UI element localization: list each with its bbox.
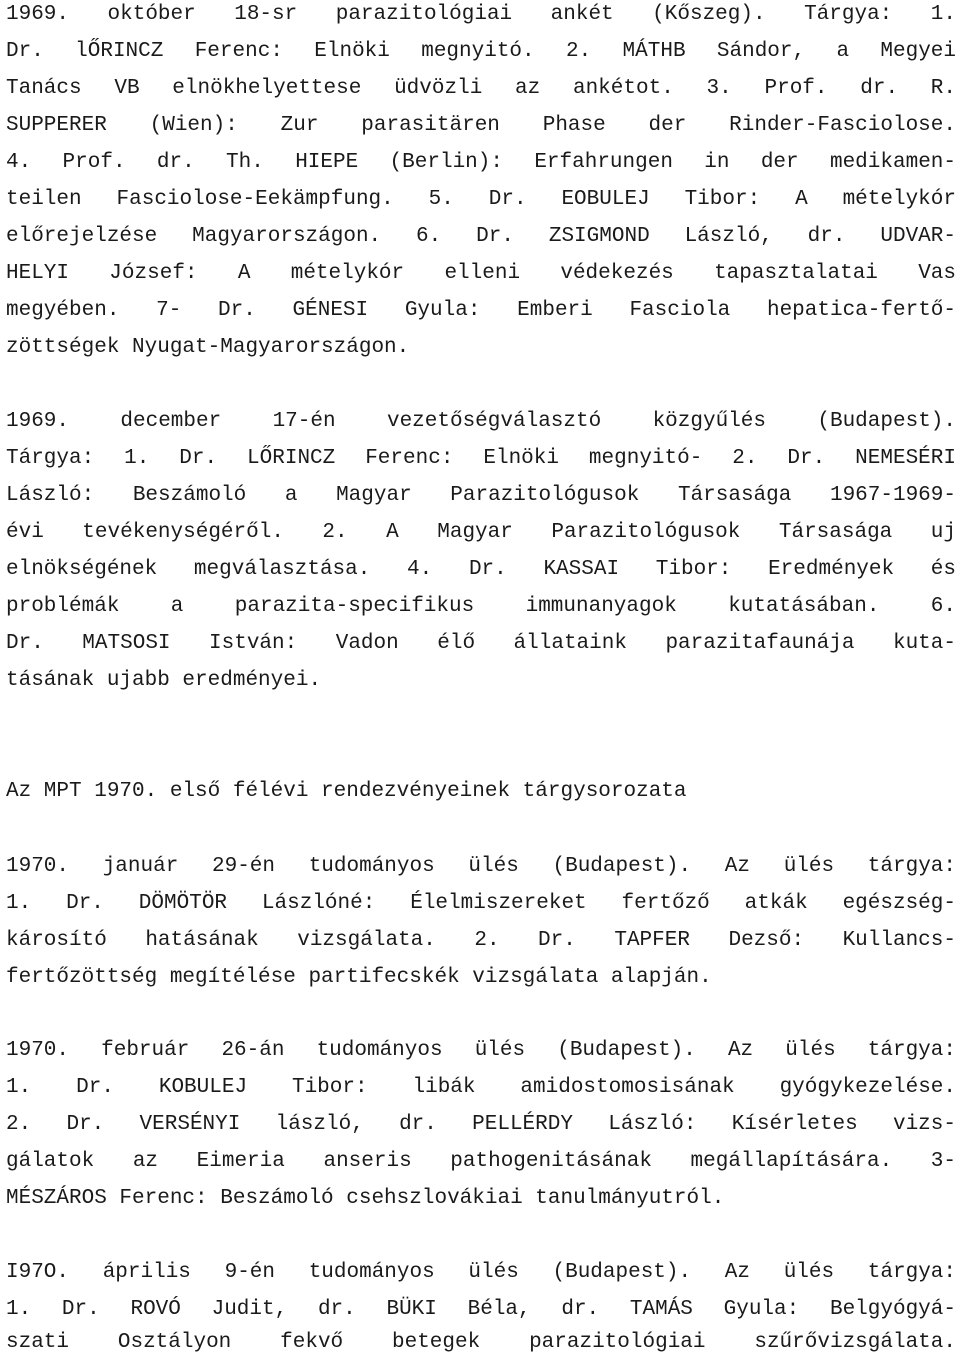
text-line: teilen Fasciolose-Eekämpfung. 5. Dr. EOBULEJ Tibor: A mételykór — [6, 188, 956, 211]
text-line: évi tevékenységéről. 2. A Magyar Parazitológusok Társasága uj — [6, 521, 956, 544]
text-line: I97O. április 9-én tudományos ülés (Budapest). Az ülés tárgya: — [6, 1261, 956, 1284]
text-line: gálatok az Eimeria anseris pathogenitásának megállapítására. 3- — [6, 1150, 956, 1173]
text-line: 4. Prof. dr. Th. HIEPE (Berlin): Erfahrungen in der medikamen- — [6, 151, 956, 174]
text-line: megyében. 7- Dr. GÉNESI Gyula: Emberi Fasciola hepatica-fertő- — [6, 299, 956, 322]
text-line: szati Osztályon fekvő betegek parazitológiai szűrővizsgálata. — [6, 1331, 956, 1354]
text-line: 1969. december 17-én vezetőségválasztó közgyűlés (Budapest). — [6, 410, 956, 433]
text-line: HELYI József: A mételykór elleni védekezés tapasztalatai Vas — [6, 262, 956, 285]
text-line: Dr. lŐRINCZ Ferenc: Elnöki megnyitó. 2. MÁTHB Sándor, a Megyei — [6, 40, 956, 63]
text-line: elnökségének megválasztása. 4. Dr. KASSAI Tibor: Eredmények és — [6, 558, 956, 581]
text-line: előrejelzése Magyarországon. 6. Dr. ZSIGMOND László, dr. UDVAR- — [6, 225, 956, 248]
text-line: károsító hatásának vizsgálata. 2. Dr. TAPFER Dezső: Kullancs- — [6, 929, 956, 952]
text-line: problémák a parazita-specifikus immunanyagok kutatásában. 6. — [6, 595, 956, 618]
text-line: MÉSZÁROS Ferenc: Beszámoló csehszlovákiai tanulmányutról. — [6, 1187, 725, 1210]
text-line: 1. Dr. KOBULEJ Tibor: libák amidostomosisának gyógykezelése. — [6, 1076, 956, 1099]
text-line: Tanács VB elnökhelyettese üdvözli az ankétot. 3. Prof. dr. R. — [6, 77, 956, 100]
text-line: Tárgya: 1. Dr. LŐRINCZ Ferenc: Elnöki megnyitó- 2. Dr. NEMESÉRI — [6, 447, 956, 470]
text-line: tásának ujabb eredményei. — [6, 669, 322, 692]
text-line: 1. Dr. DÖMÖTÖR Lászlóné: Élelmiszereket fertőző atkák egészség- — [6, 892, 956, 915]
text-line: 1970. február 26-án tudományos ülés (Budapest). Az ülés tárgya: — [6, 1039, 956, 1062]
text-line: László: Beszámoló a Magyar Parazitológusok Társasága 1967-1969- — [6, 484, 956, 507]
text-line: Dr. MATSOSI István: Vadon élő állataink parazitafaunája kuta- — [6, 632, 956, 655]
text-line: 2. Dr. VERSÉNYI lászló, dr. PELLÉRDY László: Kísérletes vizs- — [6, 1113, 956, 1136]
text-line: 1. Dr. ROVÓ Judit, dr. BÜKI Béla, dr. TAMÁS Gyula: Belgyógyá- — [6, 1298, 956, 1321]
text-line: 1970. január 29-én tudományos ülés (Budapest). Az ülés tárgya: — [6, 855, 956, 878]
text-line: fertőzöttség megítélése partifecskék vizsgálata alapján. — [6, 966, 712, 989]
text-line: zöttségek Nyugat-Magyarországon. — [6, 336, 410, 359]
text-line: SUPPERER (Wien): Zur parasitären Phase der Rinder-Fasciolose. — [6, 114, 956, 137]
text-line: 1969. október 18-sr parazitológiai ankét (Kőszeg). Tárgya: 1. — [6, 3, 956, 26]
section-heading: Az MPT 1970. első félévi rendezvényeinek tárgysorozata — [6, 780, 687, 803]
